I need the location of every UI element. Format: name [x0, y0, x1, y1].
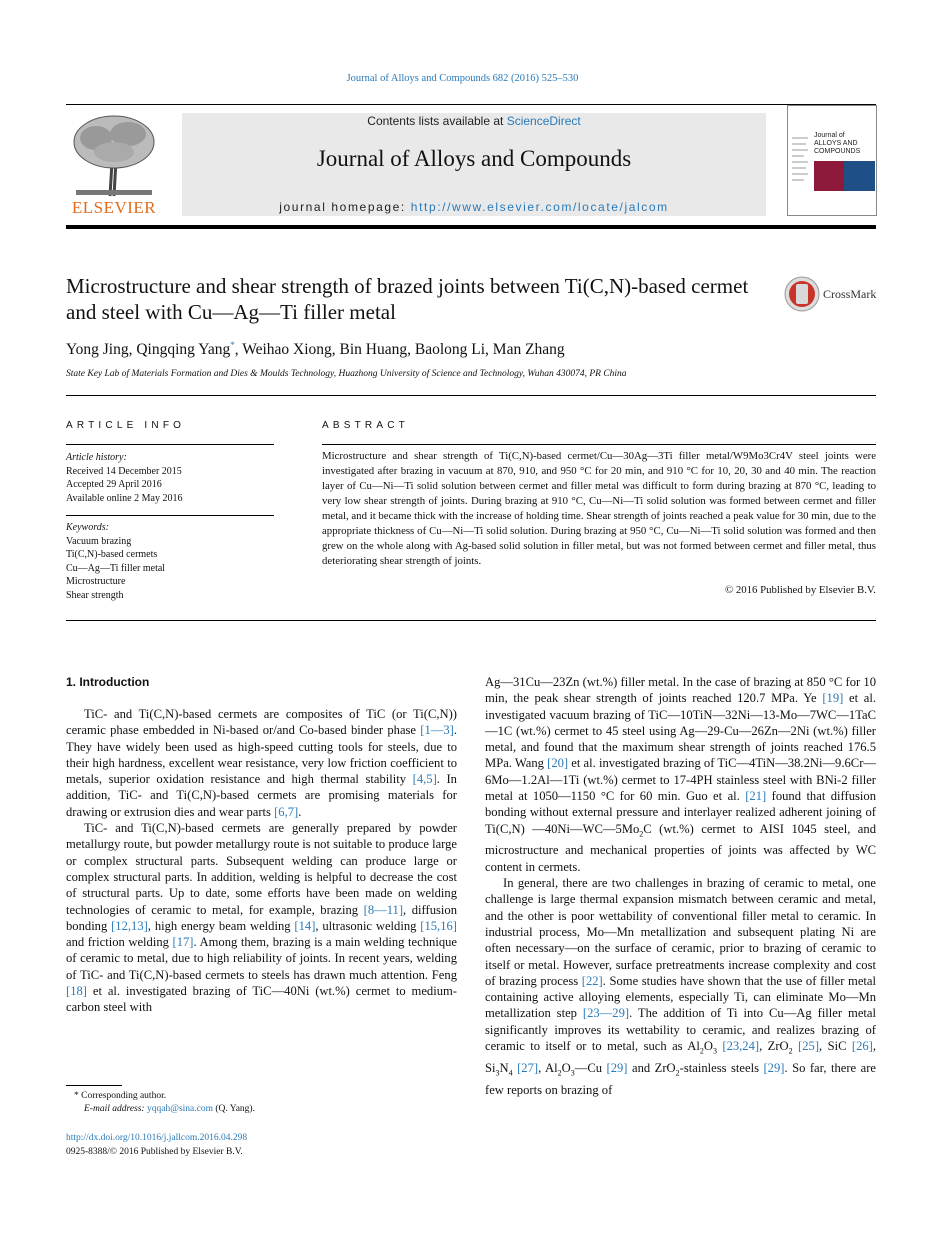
text-run: N: [499, 1060, 509, 1075]
text-run: and friction welding: [66, 935, 173, 950]
cover-block-blue: [844, 161, 875, 191]
doi-block: [66, 1131, 466, 1159]
text-run: , SiC: [819, 1039, 852, 1054]
header-rule: [66, 104, 876, 105]
subscript: 2: [639, 829, 644, 839]
crossmark-icon: [784, 276, 820, 312]
citation-link[interactable]: [12,13]: [111, 918, 148, 933]
text-run: and ZrO: [627, 1060, 676, 1075]
text-run: , Al: [538, 1060, 558, 1075]
citation-link[interactable]: [15,16]: [420, 918, 457, 933]
email-owner: (Q. Yang).: [212, 1104, 255, 1114]
journal-reference[interactable]: Journal of Alloys and Compounds 682 (2016) 525–530: [346, 73, 579, 84]
text-run: , ZrO: [759, 1039, 789, 1054]
citation-link[interactable]: [22]: [581, 973, 603, 988]
keywords-label: Keywords:: [66, 522, 109, 533]
citation-link[interactable]: [6,7]: [274, 804, 299, 819]
contents-line: [182, 114, 766, 128]
corresponding-author-note: [66, 1090, 466, 1103]
citation-link[interactable]: [20]: [547, 756, 569, 771]
citation-link[interactable]: [18]: [66, 984, 87, 999]
article-title: Microstructure and shear strength of brazed joints between Ti(C,N)-based cermet and steel with Cu—Ag—Ti filler metal: [66, 274, 749, 324]
elsevier-logo: [66, 112, 162, 216]
text-run: et al. investigated vacuum brazing of TiC—10TiN—32Ni—13-Mo—7WC—1TaC—1C (wt.%) cermet to 45 steel using Ag—29-Cu—26Zn—2Ni (wt.%) filler metal, and found that the maximum shear strength of joints reached 176.5 MPa. Wang: [485, 691, 876, 771]
paragraph: [485, 674, 876, 875]
subscript: 2: [699, 1046, 704, 1056]
text-run: . They have widely been used as high-speed cutting tools for steels, due to their high hardness, excellent wear resistance, very low friction coefficient to metals, superior oxidation resistance and high thermal stability: [66, 723, 457, 787]
keywords-block: [66, 521, 276, 602]
keyword-item: Vacuum brazing: [66, 535, 132, 547]
authors-after: , Weihao Xiong, Bin Huang, Baolong Li, Man Zhang: [234, 341, 565, 359]
text-run: , high energy beam welding: [147, 918, 295, 933]
text-run: . So far, there are few reports on brazing of: [485, 1060, 876, 1097]
affiliation: State Key Lab of Materials Formation and Dies & Moulds Technology, Huazhong University of Science and Technology, Wuhan 430074, PR China: [66, 369, 627, 379]
homepage-prefix: journal homepage:: [279, 200, 411, 214]
history-label: Article history:: [66, 452, 127, 463]
email-line: [66, 1103, 466, 1116]
text-run: et al. investigated brazing of TiC—40Ni (wt.%) cermet to medium-carbon steel with: [66, 984, 457, 1015]
text-run: .: [298, 804, 302, 819]
citation-link[interactable]: [26]: [851, 1039, 873, 1054]
text-run: found that diffusion bonding without external pressure and interlayer realized adherent joining of Ti(C,N) —40Ni—WC—5Mo: [485, 789, 876, 836]
header-thick-rule: [66, 225, 876, 229]
keywords-rule: [66, 515, 274, 516]
citation-link[interactable]: [4,5]: [412, 772, 437, 787]
homepage-link[interactable]: http://www.elsevier.com/locate/jalcom: [410, 200, 669, 214]
citation-link[interactable]: [14]: [294, 918, 316, 933]
text-run: O: [703, 1039, 713, 1054]
author-list: [66, 340, 866, 359]
subscript: 4: [508, 1068, 513, 1078]
footnote-mark: *: [74, 1091, 79, 1101]
abstract-bottom-rule: [66, 620, 876, 621]
citation-link[interactable]: [17]: [172, 935, 194, 950]
abstract-heading: ABSTRACT: [322, 420, 409, 431]
text-run: C (wt.%) cermet to AISI 1045 steel, and microstructure and mechanical properties of joints was affected by WC content in cermets.: [485, 821, 876, 874]
text-run: . The addition of Ti into Cu—Ag filler metal significantly improves its wettability to ceramic, and realizes brazing of ceramic to itself or to metal, such as Al: [485, 1006, 876, 1054]
subscript: 2: [675, 1068, 680, 1078]
keyword-item: Microstructure: [66, 576, 126, 587]
footnote-rule: [66, 1085, 122, 1086]
body-column-left: [66, 706, 457, 1016]
subscript: 3: [570, 1068, 575, 1078]
text-run: . Among them, brazing is a main welding technique of ceramic to metal, due to high reliability of joints. In recent years, welding of TiC- and Ti(C,N)-based cermets to steels has drawn much attention. Feng: [66, 935, 457, 982]
citation-link[interactable]: [25]: [798, 1039, 820, 1054]
text-run: , Si: [485, 1039, 877, 1075]
text-run: In general, there are two challenges in brazing of ceramic to metal, one challenge is large thermal expansion mismatch between ceramic and metal, and the other is poor wettability of conventional filler metal to ceramic. In industrial process, Mo—Mn metallization and subsequent plating Ni are often necessary—on the surface of ceramic, prior to brazing of ceramic to itself or metal. However, surface pretreatments increase complexity and cost of brazing process: [485, 876, 876, 988]
accepted-date: Accepted 29 April 2016: [66, 479, 162, 490]
cover-contents-list: [792, 118, 810, 208]
homepage-line: [182, 200, 766, 214]
text-run: TiC- and Ti(C,N)-based cermets are composites of TiC (or Ti(C,N)) ceramic phase embedded in Ni-based or/and Co-based binder phase: [66, 707, 457, 738]
citation-link[interactable]: [29]: [763, 1060, 785, 1075]
text-run: Ag—31Cu—23Zn (wt.%) filler metal. In the case of brazing at 850 °C for 10 min, the peak shear strength of joints reached 120.7 MPa. Ye: [485, 675, 876, 706]
footnote-label: Corresponding author.: [78, 1091, 167, 1101]
text-run: . In addition, TiC- and Ti(C,N)-based cermets are promising materials for drawing or extrusion dies and wear parts: [66, 772, 457, 819]
keyword-item: Ti(C,N)-based cermets: [66, 549, 158, 560]
section-heading-introduction: 1. Introduction: [66, 675, 150, 689]
article-history: [66, 451, 276, 505]
crossmark-badge[interactable]: [784, 276, 879, 312]
keyword-item: Cu—Ag—Ti filler metal: [66, 562, 166, 574]
contents-prefix: Contents lists available at: [367, 114, 507, 128]
text-run: . Some studies have shown that the use of filler metal containing active alloying elements, especially Ti, can eliminate Mo—Mn metallization step: [485, 973, 876, 1021]
text-run: O: [561, 1060, 571, 1075]
corresponding-author-mark[interactable]: *: [230, 340, 235, 350]
citation-link[interactable]: [29]: [606, 1060, 628, 1075]
text-run: —Cu: [574, 1060, 607, 1075]
text-run: , ultrasonic welding: [315, 918, 421, 933]
text-run: et al. investigated brazing of TiC—4TiN—38.2Ni—9.6Cr—6Mo—1.2Al—1Ti (wt.%) cermet to 17-4PH stainless steel with BNi-2 filler metal at 1050—1150 °C for 60 min. Guo et al.: [485, 756, 876, 804]
citation-link[interactable]: [19]: [822, 691, 844, 706]
subscript: 3: [495, 1068, 500, 1078]
paragraph: [66, 706, 457, 820]
body-column-right: [485, 674, 876, 1098]
journal-cover-thumbnail[interactable]: [787, 105, 877, 216]
citation-link[interactable]: [23,24]: [722, 1039, 760, 1054]
doi-link[interactable]: http://dx.doi.org/10.1016/j.jallcom.2016.04.298: [66, 1133, 248, 1143]
citation-link[interactable]: [1—3]: [420, 723, 454, 738]
article-info-rule: [66, 444, 274, 445]
online-date: Available online 2 May 2016: [66, 492, 183, 504]
citation-link[interactable]: [23—29]: [582, 1006, 630, 1021]
abstract-copyright: © 2016 Published by Elsevier B.V.: [724, 584, 876, 596]
subscript: 2: [557, 1068, 562, 1078]
publisher-name: ELSEVIER: [71, 198, 157, 217]
title-rule: [66, 395, 876, 396]
subscript: 2: [788, 1046, 793, 1056]
abstract-rule: [322, 444, 876, 445]
text-run: -stainless steels: [679, 1060, 764, 1075]
cover-title: Journal of ALLOYS AND COMPOUNDS: [814, 132, 861, 155]
text-run: , diffusion bonding: [66, 902, 457, 933]
received-date: Received 14 December 2015: [66, 465, 182, 477]
paragraph: [485, 875, 876, 1098]
keyword-item: Shear strength: [66, 589, 124, 601]
paragraph: [66, 820, 457, 1016]
journal-title: Journal of Alloys and Compounds: [316, 146, 632, 171]
footnote: [66, 1090, 466, 1116]
article-info-heading: ARTICLE INFO: [66, 420, 186, 431]
issn-line: 0925-8388/© 2016 Published by Elsevier B.V.: [66, 1147, 243, 1157]
citation-link[interactable]: [27]: [517, 1060, 539, 1075]
text-run: TiC- and Ti(C,N)-based cermets are generally prepared by powder metallurgy route, but powder metallurgy route is not suitable to produce large or complex structural parts. Subsequent welding can produce large or complex structural parts. In addition, welding is helpful to decrease the cost of structural parts. Up to date, some efforts have been made on welding technologies of ceramic to metal, for example, brazing: [66, 821, 458, 917]
citation-link[interactable]: [21]: [745, 789, 767, 804]
subscript: 3: [712, 1046, 717, 1056]
cover-block-red: [814, 161, 844, 191]
sciencedirect-link[interactable]: ScienceDirect: [506, 114, 581, 128]
email-link[interactable]: yqqah@sina.com: [146, 1104, 213, 1114]
crossmark-label: CrossMark: [823, 287, 877, 301]
abstract-text: Microstructure and shear strength of Ti(C,N)-based cermet/Cu—30Ag—3Ti filler metal/W9Mo3Cr4V steel joints were investigated after brazing in vacuum at 870, 910, and 950 °C for 20 min, and 910 °C for 10, 20, 30 and 40 min. The reaction layer of Cu—Ni—Ti solid solution between cermet and filler metal was difficult to form during brazing at 870 °C, leading to very low shear strength of joints. During brazing at 910 °C, Cu—Ni—Ti solid solution was formed between cermet and filler metal, and it became thick with the increase of holding time. Shear strength of joints reached a peak value for 30 min, due to the appropriate thickness of Cu—Ni—Ti solid solution. During brazing at 950 °C, Cu—Ni—Ti solid solution was formed and then grew on the whole along with Ag-based solid solution in filler metal, but was not formed between cermet and filler metal, thus deteriorating shear strength of joints.: [322, 450, 876, 567]
email-label: E-mail address:: [84, 1104, 147, 1114]
citation-link[interactable]: [8—11]: [363, 902, 404, 917]
authors-before: Yong Jing, Qingqing Yang: [66, 341, 231, 359]
